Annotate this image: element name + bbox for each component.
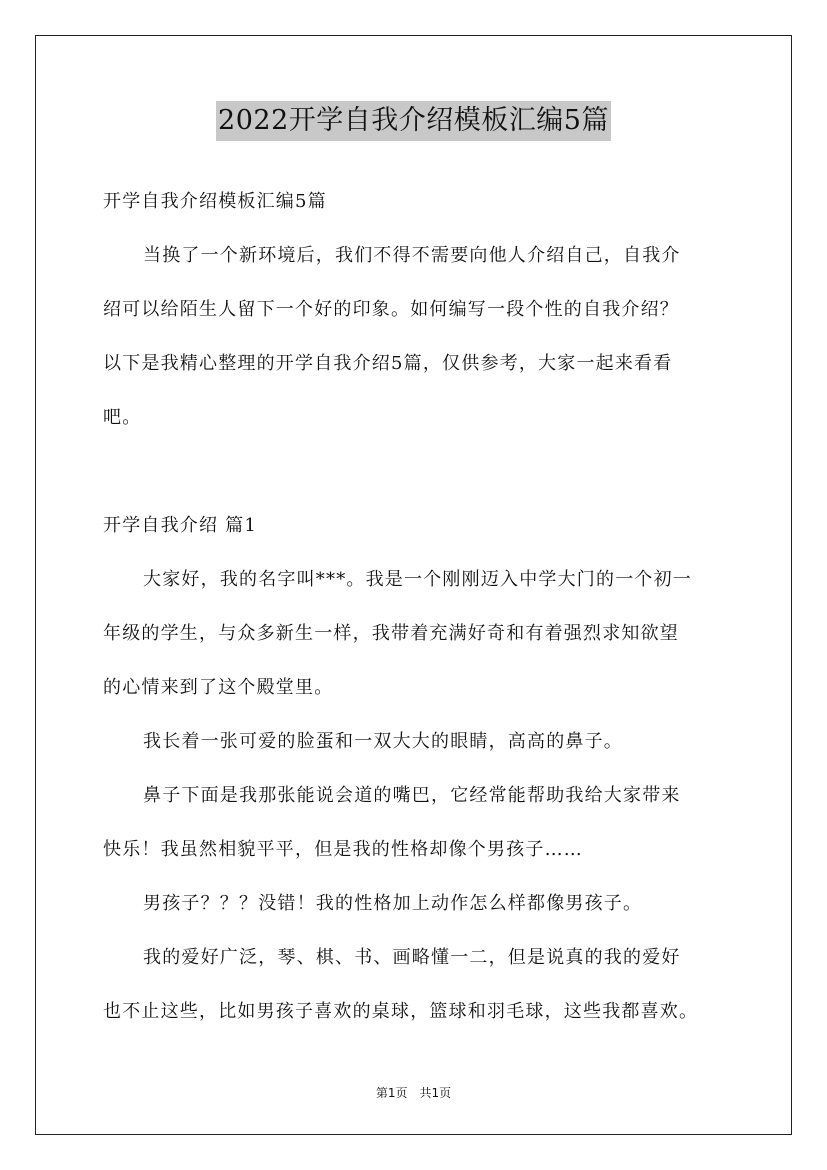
paragraph-line: 快乐！我虽然相貌平平，但是我的性格却像个男孩子…… [103, 839, 583, 860]
paragraph-line: 以下是我精心整理的开学自我介绍5篇，仅供参考，大家一起来看看 [103, 353, 673, 374]
paragraph-line: 绍可以给陌生人留下一个好的印象。如何编写一段个性的自我介绍？ [103, 299, 679, 320]
paragraph-line: 也不止这些，比如男孩子喜欢的桌球，篮球和羽毛球，这些我都喜欢。 [103, 1001, 699, 1022]
page-footer: 第1页 共1页 [375, 1086, 452, 1100]
section-heading: 开学自我介绍 篇1 [103, 515, 257, 536]
document-title: 2022开学自我介绍模板汇编5篇 [216, 101, 611, 141]
spacer [103, 445, 743, 499]
paragraph-line: 男孩子？？？没错！我的性格加上动作怎么样都像男孩子。 [143, 893, 643, 914]
paragraph-line: 吧。 [103, 407, 142, 428]
title-container [0, 101, 827, 141]
section-heading: 开学自我介绍模板汇编5篇 [103, 191, 327, 212]
document-body [103, 175, 743, 1039]
paragraph-line: 年级的学生，与众多新生一样，我带着充满好奇和有着强烈求知欲望 [103, 623, 679, 644]
paragraph-line: 的心情来到了这个殿堂里。 [103, 677, 334, 698]
paragraph-line: 我长着一张可爱的脸蛋和一双大大的眼睛，高高的鼻子。 [143, 731, 623, 752]
paragraph-line: 当换了一个新环境后，我们不得不需要向他人介绍自己，自我介 [143, 245, 681, 266]
paragraph-line: 我的爱好广泛，琴、棋、书、画略懂一二，但是说真的我的爱好 [143, 947, 681, 968]
paragraph-line: 大家好，我的名字叫***。我是一个刚刚迈入中学大门的一个初一 [143, 569, 692, 590]
paragraph-line: 鼻子下面是我那张能说会道的嘴巴，它经常能帮助我给大家带来 [143, 785, 681, 806]
